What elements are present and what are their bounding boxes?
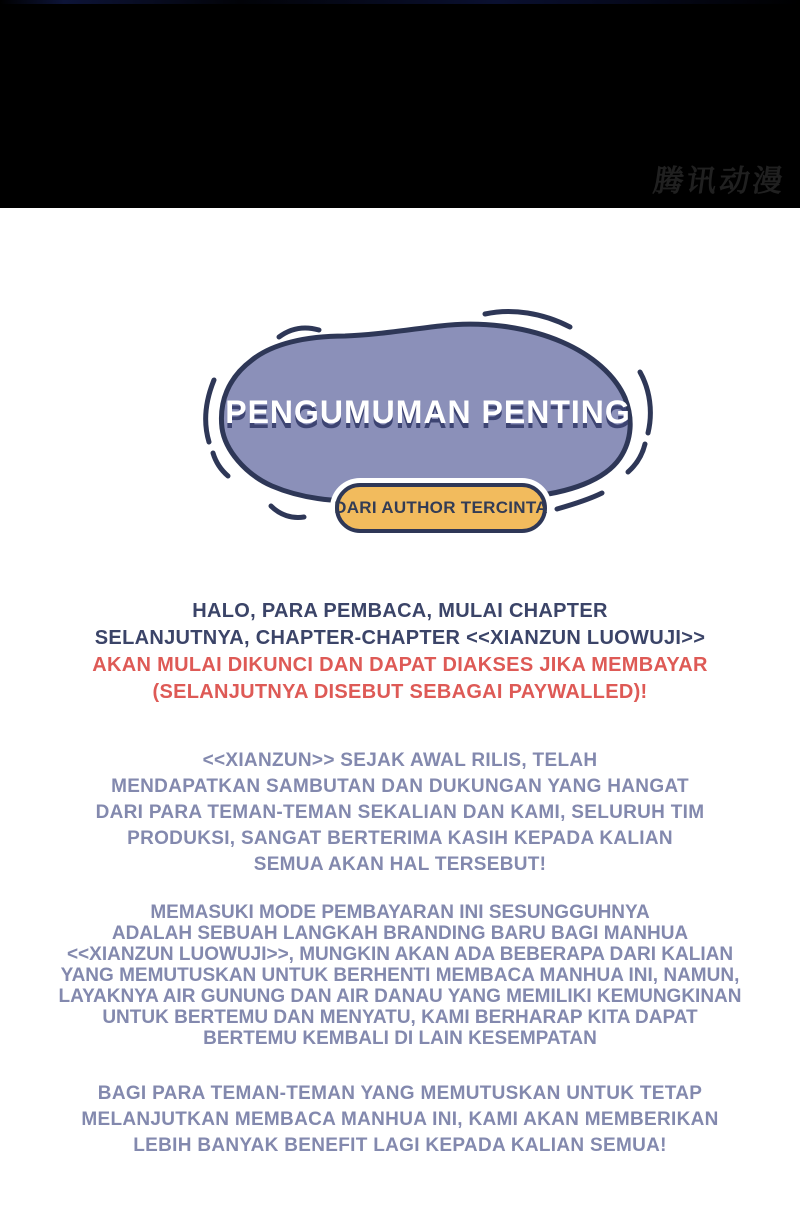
text-line: HALO, PARA PEMBACA, MULAI CHAPTER bbox=[192, 600, 608, 622]
text-line: BERTEMU KEMBALI DI LAIN KESEMPATAN bbox=[203, 1028, 597, 1049]
text-line: PRODUKSI, SANGAT BERTERIMA KASIH KEPADA KALIAN bbox=[127, 828, 673, 849]
paragraph-intro bbox=[15, 598, 785, 706]
text-line: LAYAKNYA AIR GUNUNG DAN AIR DANAU YANG MEMILIKI KEMUNGKINAN bbox=[58, 986, 742, 1007]
paragraph-branding bbox=[15, 902, 785, 1049]
panel-top-edge bbox=[0, 0, 800, 4]
tencent-comics-watermark: 腾讯动漫 bbox=[651, 165, 788, 198]
accent-stroke-right-lower bbox=[628, 444, 645, 472]
accent-stroke-left-lower bbox=[213, 453, 228, 476]
announcement-letter bbox=[15, 598, 785, 1159]
text-line: <<XIANZUN LUOWUJI>>, MUNGKIN AKAN ADA BEBERAPA DARI KALIAN bbox=[66, 944, 734, 965]
accent-stroke-bottom-left bbox=[271, 506, 304, 518]
announcement-title: PENGUMUMAN PENTING bbox=[225, 394, 631, 430]
announcement-subtitle-badge bbox=[335, 483, 547, 533]
comic-top-panel bbox=[0, 0, 800, 208]
announcement-subtitle: DARI AUTHOR TERCINTA bbox=[334, 498, 548, 517]
text-line: SELANJUTNYA, CHAPTER-CHAPTER <<XIANZUN LUOWUJI>> bbox=[94, 627, 706, 649]
text-line: ADALAH SEBUAH LANGKAH BRANDING BARU BAGI MANHUA bbox=[111, 923, 689, 944]
paragraph-benefit bbox=[15, 1081, 785, 1159]
text-line: (SELANJUTNYA DISEBUT SEBAGAI PAYWALLED)! bbox=[152, 681, 648, 703]
text-line: MENDAPATKAN SAMBUTAN DAN DUKUNGAN YANG HANGAT bbox=[111, 776, 689, 797]
text-line: AKAN MULAI DIKUNCI DAN DAPAT DIAKSES JIKA MEMBAYAR bbox=[92, 654, 708, 676]
text-line: UNTUK BERTEMU DAN MENYATU, KAMI BERHARAP KITA DAPAT bbox=[102, 1007, 698, 1028]
text-line: <<XIANZUN>> SEJAK AWAL RILIS, TELAH bbox=[202, 750, 598, 771]
text-line: DARI PARA TEMAN-TEMAN SEKALIAN DAN KAMI, SELURUH TIM bbox=[95, 802, 705, 823]
text-line: SEMUA AKAN HAL TERSEBUT! bbox=[253, 854, 547, 875]
text-line: LEBIH BANYAK BENEFIT LAGI KEPADA KALIAN SEMUA! bbox=[133, 1135, 667, 1156]
announcement-banner bbox=[0, 290, 800, 560]
text-line: MELANJUTKAN MEMBACA MANHUA INI, KAMI AKAN MEMBERIKAN bbox=[81, 1109, 719, 1130]
text-line: BAGI PARA TEMAN-TEMAN YANG MEMUTUSKAN UNTUK TETAP bbox=[97, 1083, 703, 1104]
text-line: MEMASUKI MODE PEMBAYARAN INI SESUNGGUHNYA bbox=[150, 902, 650, 923]
text-line: YANG MEMUTUSKAN UNTUK BERHENTI MEMBACA MANHUA INI, NAMUN, bbox=[60, 965, 740, 986]
accent-stroke-bottom-right bbox=[557, 493, 602, 509]
paragraph-gratitude bbox=[15, 748, 785, 878]
